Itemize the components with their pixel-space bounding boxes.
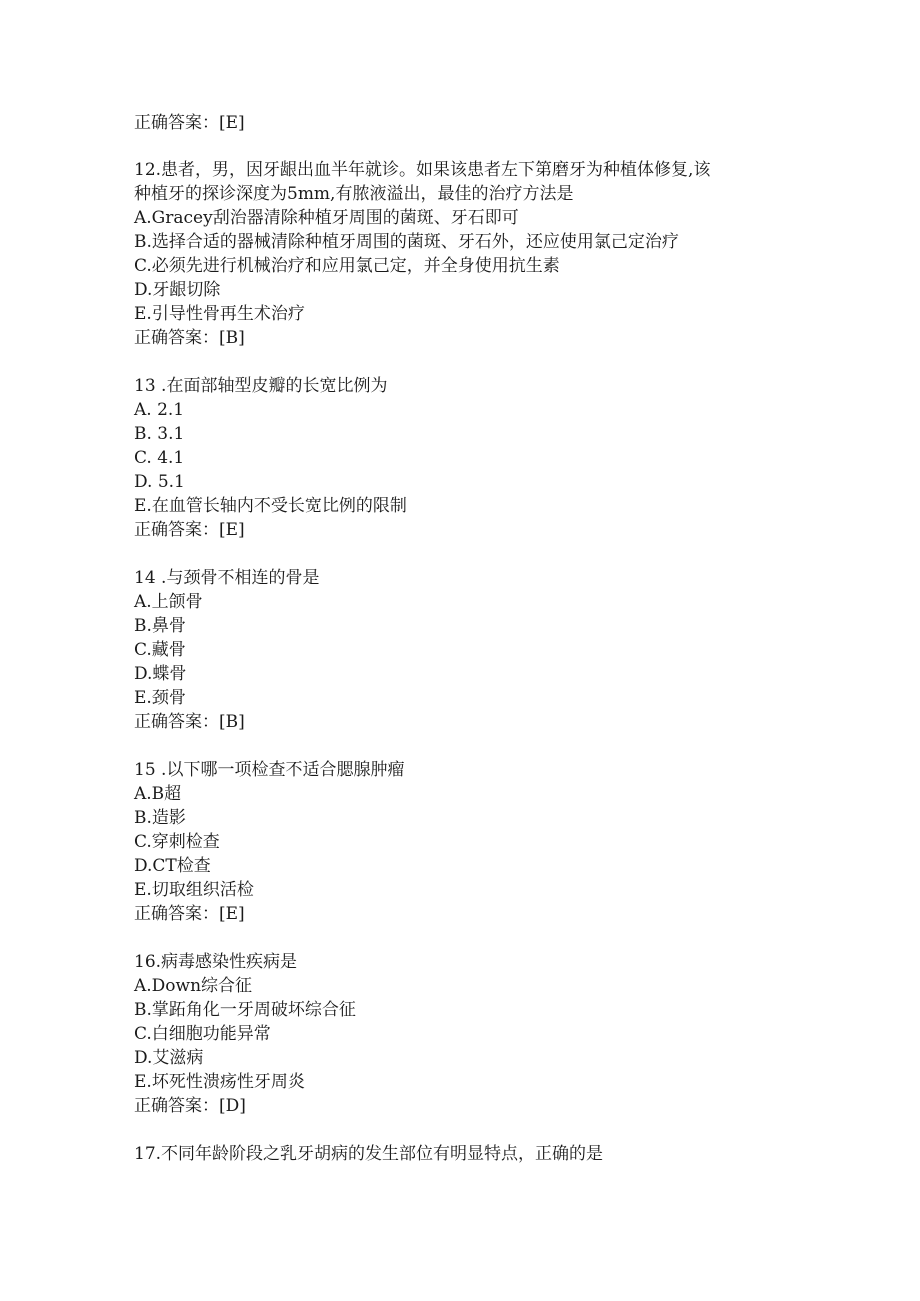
option-c: C.白细胞功能异常 <box>134 1024 271 1044</box>
option-a: A.Down综合征 <box>134 976 253 996</box>
option-b: B.掌跖角化一牙周破坏综合征 <box>134 1000 356 1020</box>
option-e: E.在血管长轴内不受长宽比例的限制 <box>134 496 407 516</box>
question-stem: 17.不同年龄阶段之乳牙胡病的发生部位有明显特点，正确的是 <box>134 1144 604 1164</box>
correct-answer: 正确答案：[B] <box>134 328 245 348</box>
question-16 <box>134 950 794 1118</box>
correct-answer: 正确答案：[E] <box>134 904 245 924</box>
option-b: B. 3.1 <box>134 424 185 444</box>
question-stem: 14 .与颈骨不相连的骨是 <box>134 568 320 588</box>
option-c: C.必须先进行机械治疗和应用氯己定，并全身使用抗生素 <box>134 256 560 276</box>
question-stem: 12.患者，男，因牙龈出血半年就诊。如果该患者左下第磨牙为种植体修复,该 <box>134 160 711 180</box>
option-d: D. 5.1 <box>134 472 185 492</box>
question-stem: 13 .在面部轴型皮瓣的长宽比例为 <box>134 376 388 396</box>
option-e: E.引导性骨再生术治疗 <box>134 304 305 324</box>
option-e: E.切取组织活检 <box>134 880 254 900</box>
option-d: D.艾滋病 <box>134 1048 204 1068</box>
question-15 <box>134 758 794 926</box>
correct-answer: 正确答案：[E] <box>134 520 245 540</box>
question-13 <box>134 374 794 542</box>
option-b: B.鼻骨 <box>134 616 186 636</box>
option-d: D.牙龈切除 <box>134 280 221 300</box>
option-d: D.CT检查 <box>134 856 211 876</box>
option-a: A.上颌骨 <box>134 592 203 612</box>
option-c: C. 4.1 <box>134 448 185 468</box>
option-e: E.坏死性溃疡性牙周炎 <box>134 1072 305 1092</box>
option-b: B.选择合适的器械清除种植牙周围的菌斑、牙石外，还应使用氯己定治疗 <box>134 232 679 252</box>
previous-question-answer: 正确答案：[E] <box>134 113 245 133</box>
option-c: C.藏骨 <box>134 640 186 660</box>
option-b: B.造影 <box>134 808 186 828</box>
question-17 <box>134 1142 794 1166</box>
option-d: D.蝶骨 <box>134 664 187 684</box>
correct-answer: 正确答案：[D] <box>134 1096 246 1116</box>
question-stem: 15 .以下哪一项检查不适合腮腺肿瘤 <box>134 760 405 780</box>
option-c: C.穿刺检查 <box>134 832 220 852</box>
correct-answer: 正确答案：[B] <box>134 712 245 732</box>
question-14 <box>134 566 794 734</box>
option-a: A. 2.1 <box>134 400 185 420</box>
option-a: A.Gracey刮治器清除种植牙周围的菌斑、牙石即可 <box>134 208 519 228</box>
question-12 <box>134 158 794 350</box>
option-e: E.颈骨 <box>134 688 186 708</box>
question-stem: 种植牙的探诊深度为5mm,有脓液溢出，最佳的治疗方法是 <box>134 184 574 204</box>
option-a: A.B超 <box>134 784 182 804</box>
question-stem: 16.病毒感染性疾病是 <box>134 952 298 972</box>
